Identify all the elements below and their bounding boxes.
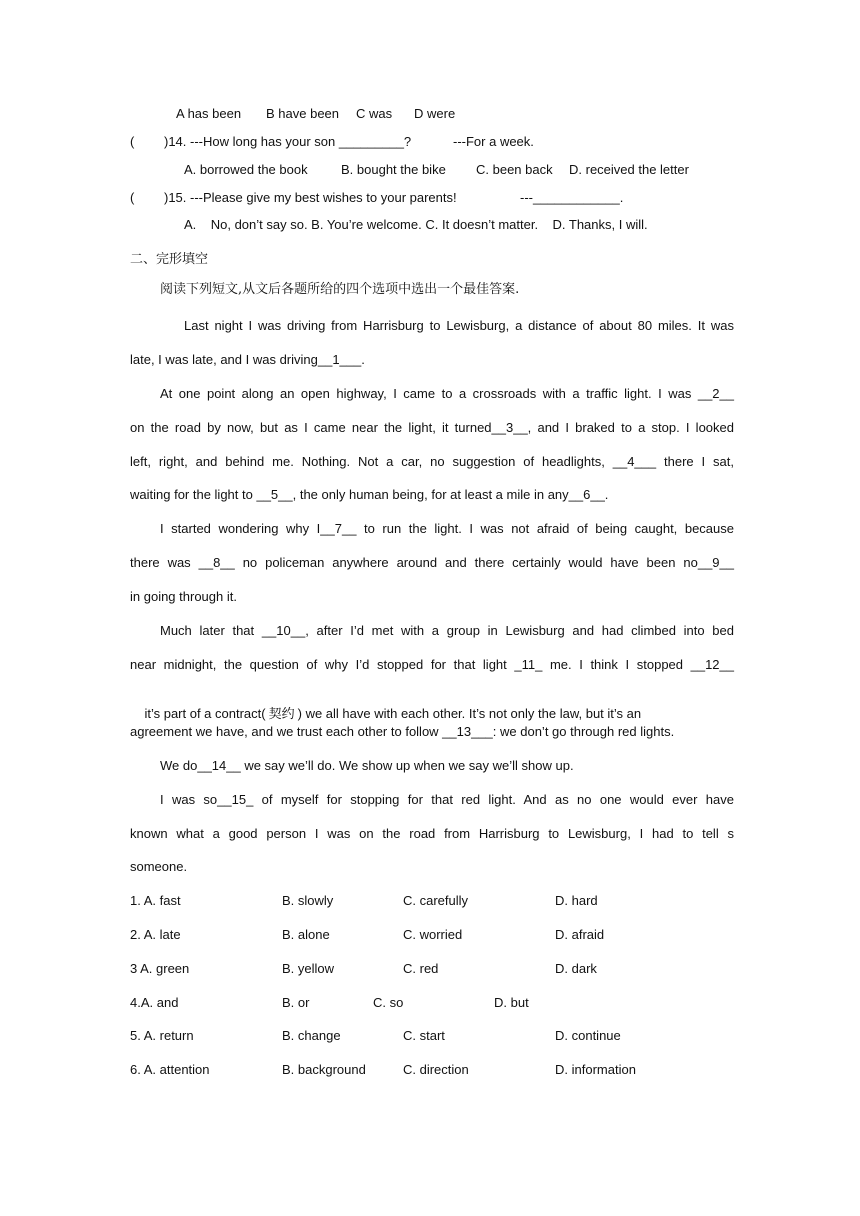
question-option-b: B. yellow [282,961,335,976]
q14-option-c: C. been back [476,162,553,177]
question-option-b: B. alone [282,927,330,942]
question-option-b: B. change [282,1028,341,1043]
passage-text: ) we all have with each other. It’s not only the law, but it’s an [297,706,642,721]
question-option-c: C. start [403,1028,445,1043]
passage-line: someone. [130,859,188,874]
q13-option-d: D were [414,106,456,121]
passage-line: near midnight, the question of why I’d stopped for that light _11_ me. I think I stopped __12__ [130,657,734,672]
question-option-c: C. so [373,995,404,1010]
passage-line: left, right, and behind me. Nothing. Not a car, no suggestion of headlights, __4___ there I sat, [130,454,734,469]
passage-line: Much later that __10__, after I’d met with a group in Lewisburg and had climbed into bed [160,623,734,638]
q13-option-a: A has been [176,106,242,121]
q15-options: A. No, don’t say so. B. You’re welcome. C. It doesn’t matter. D. Thanks, I will. [184,217,648,232]
question-option-a: 6. A. attention [130,1062,210,1077]
q13-option-b: B have been [266,106,340,121]
passage-line: We do__14__ we say we’ll do. We show up when we say we’ll show up. [160,758,574,773]
section-instruction: 阅读下列短文,从文后各题所给的四个选项中选出一个最佳答案. [160,282,520,297]
q14-option-d: D. received the letter [569,162,689,177]
section-heading: 二、完形填空 [130,252,209,267]
passage-text: it’s part of a contract( [144,706,266,721]
q14-stem: )14. ---How long has your son _________? [164,134,412,149]
passage-line: there was __8__ no policeman anywhere around and there certainly would have been no__9__ [130,555,734,570]
question-option-c: C. red [403,961,439,976]
question-option-b: B. slowly [282,893,334,908]
question-option-d: D. information [555,1062,636,1077]
passage-line: At one point along an open highway, I came to a crossroads with a traffic light. I was __2__ [160,386,734,401]
question-option-b: B. background [282,1062,366,1077]
question-option-c: C. worried [403,927,463,942]
passage-line: I started wondering why I__7__ to run the light. I was not afraid of being caught, because [160,521,734,536]
question-option-c: C. direction [403,1062,469,1077]
passage-line: I was so__15_ of myself for stopping for that red light. And as no one would ever have [160,792,734,807]
question-option-d: D. afraid [555,927,605,942]
question-option-a: 4.A. and [130,995,179,1010]
q14-option-b: B. bought the bike [341,162,446,177]
question-option-d: D. hard [555,893,598,908]
question-option-c: C. carefully [403,893,469,908]
q14-paren: ( [130,134,135,149]
q13-option-c: C was [356,106,393,121]
q15-stem: )15. ---Please give my best wishes to your parents! [164,190,457,205]
passage-line: late, I was late, and I was driving__1___. [130,352,365,367]
passage-line: known what a good person I was on the road from Harrisburg to Lewisburg, I had to tell s [130,826,734,841]
passage-cjk-gloss: 契约 [268,707,295,722]
q14-reply: ---For a week. [453,134,534,149]
passage-line: on the road by now, but as I came near the light, it turned__3__, and I braked to a stop. I looked [130,420,734,435]
q15-reply: ---____________. [520,190,624,205]
question-option-d: D. but [494,995,529,1010]
question-option-b: B. or [282,995,310,1010]
question-option-a: 5. A. return [130,1028,194,1043]
question-option-a: 3 A. green [130,961,190,976]
question-option-a: 2. A. late [130,927,181,942]
passage-line: waiting for the light to __5__, the only human being, for at least a mile in any__6__. [130,487,609,502]
passage-line: in going through it. [130,589,237,604]
passage-line: agreement we have, and we trust each other to follow __13___: we don’t go through red lights. [130,724,675,739]
q15-paren: ( [130,190,135,205]
passage-line: Last night I was driving from Harrisburg to Lewisburg, a distance of about 80 miles. It was [184,318,734,333]
q14-option-a: A. borrowed the book [184,162,308,177]
question-option-d: D. dark [555,961,597,976]
question-option-a: 1. A. fast [130,893,181,908]
question-option-d: D. continue [555,1028,621,1043]
